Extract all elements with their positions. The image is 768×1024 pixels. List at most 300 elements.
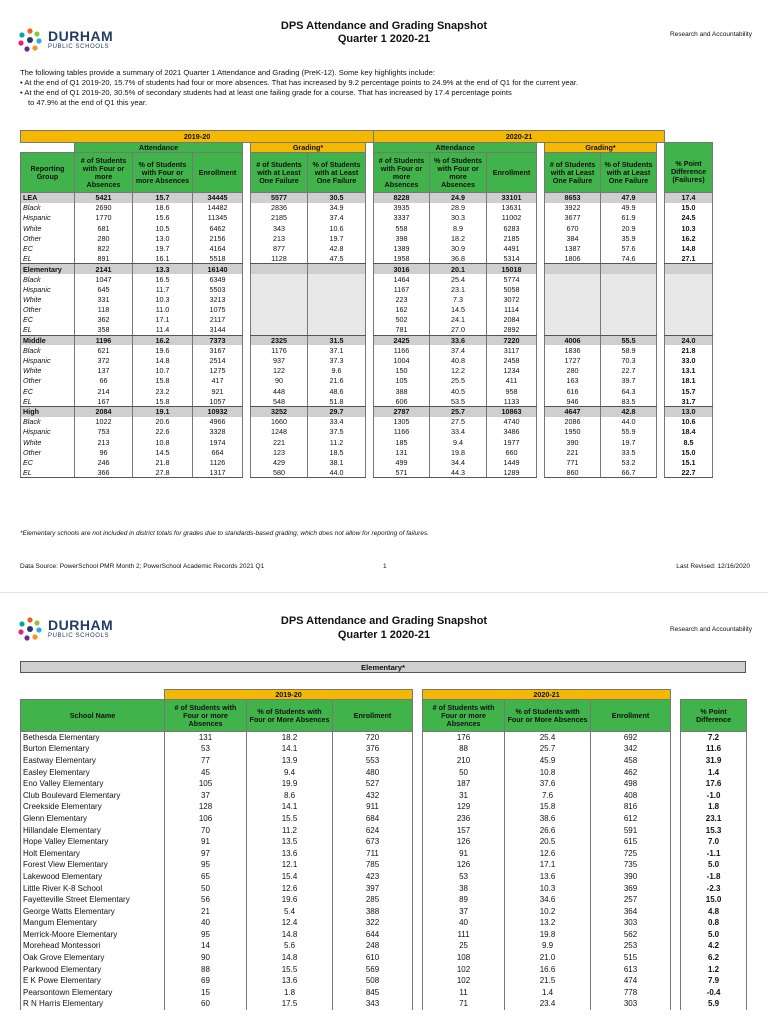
table-cell: 213 [75, 437, 133, 447]
table-cell: 4164 [193, 243, 243, 253]
table-cell: 15.0 [665, 203, 713, 213]
spacer-cell [671, 905, 681, 917]
table-cell: 2425 [374, 335, 430, 345]
table-cell [308, 325, 366, 335]
table-cell [601, 315, 657, 325]
table-cell: 37.4 [308, 213, 366, 223]
table-cell: White [21, 366, 75, 376]
table-cell: 11.7 [133, 284, 193, 294]
page-title: DPS Attendance and Grading Snapshot [280, 20, 488, 32]
table-row [21, 813, 747, 825]
table-cell: 60 [165, 998, 247, 1010]
table-cell: 681 [75, 223, 133, 233]
year-header-2019: 2019-20 [21, 131, 374, 143]
table-cell: 37.3 [308, 356, 366, 366]
table-cell: 19.8 [505, 929, 591, 941]
table-cell: 610 [333, 952, 413, 964]
table-cell: 97 [165, 847, 247, 859]
spacer-cell [413, 882, 423, 894]
grading-header-2019: Grading* [251, 143, 366, 153]
spacer-cell [671, 859, 681, 871]
table-cell: 162 [374, 305, 430, 315]
table-cell: 13.2 [505, 917, 591, 929]
spacer-cell [537, 274, 545, 284]
spacer-cell [671, 847, 681, 859]
table-row [21, 386, 713, 396]
spacer-cell [537, 284, 545, 294]
table-cell: 13.6 [247, 847, 333, 859]
spacer-cell [537, 447, 545, 457]
table-cell [545, 294, 601, 304]
table-cell [665, 294, 713, 304]
summary-bullet-2: • At the end of Q1 2019-20, 30.5% of secondary students had at least one failing grade for a course. That has increased by 17.4 percentage points [20, 88, 512, 97]
table-cell: 14.1 [247, 801, 333, 813]
table-cell: 111 [423, 929, 505, 941]
table-cell: Hispanic [21, 356, 75, 366]
spacer-cell [537, 468, 545, 478]
table-cell: Creekside Elementary [21, 801, 165, 813]
table-cell: 13.9 [247, 755, 333, 767]
spacer-cell [657, 203, 665, 213]
col-failures-pct-2021: % of Students with at Least One Failure [601, 153, 657, 193]
table-cell: 70.3 [601, 356, 657, 366]
table-cell: 4.2 [681, 940, 747, 952]
table-row [21, 871, 747, 883]
table-cell: 8228 [374, 193, 430, 203]
table-cell: Morehead Montessori [21, 940, 165, 952]
spacer-cell [366, 335, 374, 345]
spacer-cell [671, 743, 681, 755]
table-cell: 1305 [374, 417, 430, 427]
table-cell: 423 [333, 871, 413, 883]
table-cell: Burton Elementary [21, 743, 165, 755]
table-cell: 30.9 [430, 243, 487, 253]
table-cell: 1126 [193, 457, 243, 467]
table-cell: 12.6 [505, 847, 591, 859]
table-cell: 429 [251, 457, 308, 467]
table-cell: 214 [75, 386, 133, 396]
table-cell: 45.9 [505, 755, 591, 767]
table-cell: 14 [165, 940, 247, 952]
table-cell: 660 [487, 447, 537, 457]
table-cell: 16140 [193, 264, 243, 274]
table-cell: 31 [423, 789, 505, 801]
spacer-cell [657, 396, 665, 406]
table-cell: 213 [251, 233, 308, 243]
table-row [21, 254, 713, 264]
table-row [21, 284, 713, 294]
spacer-cell [366, 406, 374, 416]
spacer-cell [671, 755, 681, 767]
table-cell: 1.8 [681, 801, 747, 813]
table-row [21, 203, 713, 213]
table-row [21, 427, 713, 437]
table-cell: 23.2 [133, 386, 193, 396]
table-row [21, 406, 713, 416]
table-cell: 1389 [374, 243, 430, 253]
table-cell: 937 [251, 356, 308, 366]
table-cell: 5503 [193, 284, 243, 294]
spacer-cell [413, 905, 423, 917]
spacer-cell [657, 427, 665, 437]
table-cell: 10.3 [505, 882, 591, 894]
report-page-2 [0, 592, 768, 1024]
table-cell: Forest View Elementary [21, 859, 165, 871]
table-cell: EC [21, 243, 75, 253]
table-cell: 5.6 [247, 940, 333, 952]
table-cell: 13.1 [665, 366, 713, 376]
table-cell: Other [21, 305, 75, 315]
table-cell: 102 [423, 963, 505, 975]
spacer-cell [657, 325, 665, 335]
table-cell: 47.5 [308, 254, 366, 264]
table-cell: 50 [423, 766, 505, 778]
table-cell: 38 [423, 882, 505, 894]
table-cell: EC [21, 386, 75, 396]
spacer-cell [537, 417, 545, 427]
table-cell: 343 [333, 998, 413, 1010]
table-cell: 342 [591, 743, 671, 755]
table-cell: 388 [333, 905, 413, 917]
table-cell: 257 [591, 894, 671, 906]
spacer-cell [243, 315, 251, 325]
spacer-cell [657, 223, 665, 233]
table-cell: 548 [251, 396, 308, 406]
table-cell: 64.3 [601, 386, 657, 396]
table-row [21, 325, 713, 335]
table-cell [665, 284, 713, 294]
table-cell: 14.8 [247, 952, 333, 964]
table-cell: 11345 [193, 213, 243, 223]
table-cell: 1806 [545, 254, 601, 264]
table-cell: 644 [333, 929, 413, 941]
table-cell: 10.3 [665, 223, 713, 233]
table-cell: Holt Elementary [21, 847, 165, 859]
table-cell: 13631 [487, 203, 537, 213]
table-cell: 6462 [193, 223, 243, 233]
elementary-schools-table [20, 689, 747, 1010]
table-row [21, 755, 747, 767]
spacer-cell [657, 345, 665, 355]
table-cell: 390 [591, 871, 671, 883]
spacer-cell [366, 203, 374, 213]
table-cell: 11.4 [133, 325, 193, 335]
col-point-difference: % Point Difference (Failures) [665, 153, 713, 193]
table-cell: 10.5 [133, 223, 193, 233]
table-cell: Club Boulevard Elementary [21, 789, 165, 801]
table-cell: Middle [21, 335, 75, 345]
table-cell: 3328 [193, 427, 243, 437]
table-cell [665, 315, 713, 325]
table-cell: Bethesda Elementary [21, 732, 165, 744]
table-row [21, 894, 747, 906]
table-cell: 20.6 [133, 417, 193, 427]
spacer-cell [671, 766, 681, 778]
table-row [21, 778, 747, 790]
table-cell: 2084 [487, 315, 537, 325]
table-cell: 91 [423, 847, 505, 859]
table-cell: 57.6 [601, 243, 657, 253]
table-cell: 33.4 [308, 417, 366, 427]
spacer-cell [671, 801, 681, 813]
table-cell: 10.7 [133, 366, 193, 376]
table-cell: 16.2 [665, 233, 713, 243]
table-row [21, 859, 747, 871]
table-cell: 33.5 [601, 447, 657, 457]
table-cell: 58.9 [601, 345, 657, 355]
table-cell: Hispanic [21, 427, 75, 437]
table-cell: White [21, 294, 75, 304]
table-cell: 2325 [251, 335, 308, 345]
table-cell: 38.6 [505, 813, 591, 825]
table-cell: 3016 [374, 264, 430, 274]
table-row [21, 457, 713, 467]
summary-text [20, 68, 750, 108]
table-row [21, 274, 713, 284]
table-row [21, 963, 747, 975]
table-cell: 891 [75, 254, 133, 264]
table-cell: 14.8 [665, 243, 713, 253]
table-cell [601, 284, 657, 294]
table-cell: 1133 [487, 396, 537, 406]
table-cell: 376 [333, 743, 413, 755]
table-cell: 16.5 [133, 274, 193, 284]
table-cell: 571 [374, 468, 430, 478]
spacer-cell [657, 284, 665, 294]
spacer-cell [366, 468, 374, 478]
spacer-cell [657, 294, 665, 304]
table-cell: 21.0 [505, 952, 591, 964]
table-row [21, 305, 713, 315]
table-cell: 13.3 [133, 264, 193, 274]
table-cell: 89 [423, 894, 505, 906]
table-cell: 37.1 [308, 345, 366, 355]
table-row [21, 975, 747, 987]
table-cell [308, 305, 366, 315]
table-cell: 129 [423, 801, 505, 813]
table-cell: 1.2 [681, 963, 747, 975]
table-row [21, 356, 713, 366]
logo-name: DURHAM [48, 28, 114, 44]
table-cell: 2787 [374, 406, 430, 416]
table-cell: 167 [75, 396, 133, 406]
table-cell: 36.8 [430, 254, 487, 264]
table-cell: 2458 [487, 356, 537, 366]
table-cell: 51.8 [308, 396, 366, 406]
table-cell: 27.0 [430, 325, 487, 335]
col-absences-pct-2019: % of Students with Four or more Absences [133, 153, 193, 193]
spacer-cell [657, 233, 665, 243]
table-cell [665, 325, 713, 335]
spacer-cell [366, 345, 374, 355]
table-cell: 366 [75, 468, 133, 478]
spacer-cell [657, 468, 665, 478]
table-cell: 16.1 [133, 254, 193, 264]
spacer-cell [243, 437, 251, 447]
table-row [21, 789, 747, 801]
spacer-cell [657, 213, 665, 223]
table-cell: 1234 [487, 366, 537, 376]
table-cell: 22.7 [601, 366, 657, 376]
table-cell: 5.0 [681, 929, 747, 941]
table-row [21, 243, 713, 253]
table-cell: 53.2 [601, 457, 657, 467]
table-row [21, 732, 747, 744]
spacer-cell [537, 406, 545, 416]
table-cell: 17.4 [665, 193, 713, 203]
table-cell: 1289 [487, 468, 537, 478]
table-cell: 34.9 [308, 203, 366, 213]
table-cell: 816 [591, 801, 671, 813]
table-cell: 70 [165, 824, 247, 836]
table-cell: 19.6 [133, 345, 193, 355]
table-cell: 20.9 [601, 223, 657, 233]
table-cell: 5058 [487, 284, 537, 294]
table-cell: 12.2 [430, 366, 487, 376]
spacer-cell [366, 294, 374, 304]
table-cell: 18.6 [133, 203, 193, 213]
table-cell: 343 [251, 223, 308, 233]
table-cell: 27.8 [133, 468, 193, 478]
table-cell: 23.1 [430, 284, 487, 294]
table-cell: 845 [333, 987, 413, 999]
table-cell: 946 [545, 396, 601, 406]
spacer-cell [243, 376, 251, 386]
table-cell: 17.1 [133, 315, 193, 325]
spacer-cell [366, 356, 374, 366]
table-cell: 616 [545, 386, 601, 396]
table-cell: 223 [374, 294, 430, 304]
table-cell: 3922 [545, 203, 601, 213]
table-cell: 615 [591, 836, 671, 848]
table-cell: 4966 [193, 417, 243, 427]
spacer-cell [537, 294, 545, 304]
spacer-cell [657, 376, 665, 386]
table-cell: EL [21, 396, 75, 406]
table-cell: EL [21, 325, 75, 335]
spacer-cell [657, 264, 665, 274]
table-cell: 102 [423, 975, 505, 987]
spacer-cell [366, 325, 374, 335]
table-cell: 1022 [75, 417, 133, 427]
spacer-cell [537, 315, 545, 325]
table-cell: 3935 [374, 203, 430, 213]
spacer-cell [366, 193, 374, 203]
attendance-header-2019: Attendance [75, 143, 243, 153]
table-cell: 53.5 [430, 396, 487, 406]
table-row [21, 998, 747, 1010]
table-cell: 3144 [193, 325, 243, 335]
table-cell: 1.8 [247, 987, 333, 999]
table-cell: 10.6 [665, 417, 713, 427]
spacer-cell [366, 427, 374, 437]
spacer-cell [243, 386, 251, 396]
table-cell: 15.6 [133, 213, 193, 223]
table-cell: 37 [423, 905, 505, 917]
page-subtitle: Quarter 1 2020-21 [337, 629, 431, 641]
table-cell: Eastway Elementary [21, 755, 165, 767]
spacer-cell [657, 447, 665, 457]
table-cell: 684 [333, 813, 413, 825]
table-row [21, 345, 713, 355]
table-row [21, 366, 713, 376]
table-row [21, 836, 747, 848]
table-cell: 24.9 [430, 193, 487, 203]
spacer-cell [413, 998, 423, 1010]
spacer-cell [243, 284, 251, 294]
table-cell: Fayetteville Street Elementary [21, 894, 165, 906]
table-cell: 13.6 [505, 871, 591, 883]
spacer-cell [671, 894, 681, 906]
table-cell: 40.8 [430, 356, 487, 366]
table-cell: 14.5 [133, 447, 193, 457]
spacer-cell [366, 396, 374, 406]
spacer-cell [243, 335, 251, 345]
spacer-cell [366, 315, 374, 325]
table-cell: 1.4 [505, 987, 591, 999]
table-cell: 221 [251, 437, 308, 447]
spacer-cell [657, 335, 665, 345]
table-cell [308, 294, 366, 304]
table-cell: Other [21, 447, 75, 457]
spacer-cell [671, 917, 681, 929]
table-cell: 15.8 [133, 376, 193, 386]
table-cell: 55.9 [601, 427, 657, 437]
table-cell: 13.5 [247, 836, 333, 848]
table-cell: 3213 [193, 294, 243, 304]
table-cell: 417 [193, 376, 243, 386]
spacer-cell [671, 824, 681, 836]
spacer-cell [243, 294, 251, 304]
spacer-cell [243, 203, 251, 213]
table-cell: 9.6 [308, 366, 366, 376]
table-cell: 322 [333, 917, 413, 929]
col-school-name: School Name [21, 700, 165, 732]
spacer-cell [657, 437, 665, 447]
table-cell: 34445 [193, 193, 243, 203]
table-cell: 44.3 [430, 468, 487, 478]
table-cell: Easley Elementary [21, 766, 165, 778]
table-cell: 90 [251, 376, 308, 386]
spacer-cell [413, 952, 423, 964]
table-cell: 958 [487, 386, 537, 396]
spacer-cell [243, 193, 251, 203]
table-row [21, 801, 747, 813]
table-cell: 69 [165, 975, 247, 987]
table-cell: 3677 [545, 213, 601, 223]
table-cell: 37.5 [308, 427, 366, 437]
table-cell: 14.5 [430, 305, 487, 315]
table-cell: Little River K-8 School [21, 882, 165, 894]
table-row [21, 905, 747, 917]
table-cell: 15.0 [665, 447, 713, 457]
table-cell: 398 [374, 233, 430, 243]
table-cell: 6.2 [681, 952, 747, 964]
table-cell: 25.5 [430, 376, 487, 386]
col-absences-count-2021: # of Students with Four or more Absences [423, 700, 505, 732]
spacer-cell [657, 315, 665, 325]
table-cell: 25.7 [505, 743, 591, 755]
table-cell: 28.9 [430, 203, 487, 213]
attendance-header-2021: Attendance [374, 143, 537, 153]
spacer-cell [243, 396, 251, 406]
table-cell: 1057 [193, 396, 243, 406]
table-cell: 44.0 [308, 468, 366, 478]
col-enrollment-2021: Enrollment [591, 700, 671, 732]
spacer-cell [366, 366, 374, 376]
spacer-cell [243, 223, 251, 233]
table-cell: 105 [374, 376, 430, 386]
